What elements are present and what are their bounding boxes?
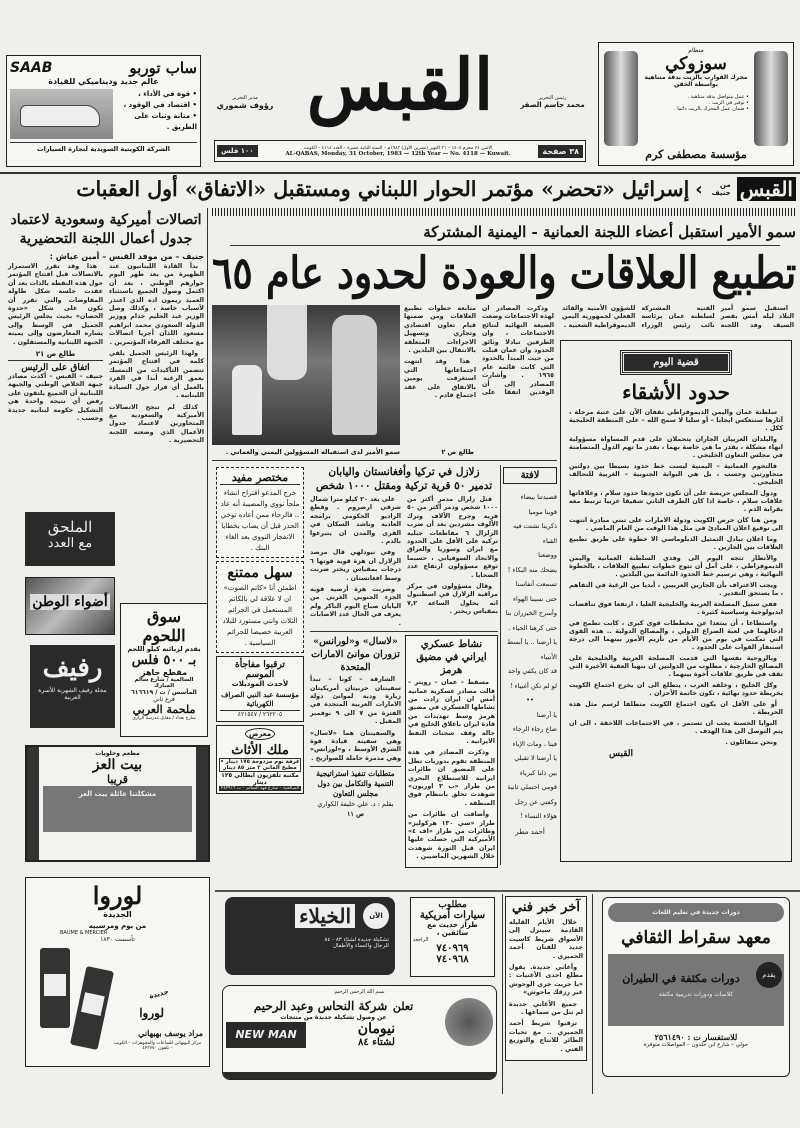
saab-bullet: • اقتصاد في الوقود ، — [123, 101, 197, 109]
hatch-rule — [212, 208, 796, 216]
ad-loroa: لوروا الجديدة من بوم ومرسييه BAUME & MERCIER تأسست ١٨٣٠ جديدة لوروا مراد يوسف بهبهاني مركز البهبهاني للساعات والمجوهرات – الكويت – تلفون ٤٢٣٧٧٠ — [25, 877, 210, 1067]
ad-adwaa: أضواء الوطن — [25, 577, 115, 635]
left-story-body: بدأ القادة اللبنانيون عند الظهيرة من بعد ظهر اليوم حوارهم الوطني ، بعد أن اكتمل وصول الجميع باستثناء العميد ريمون اده الذي اعتذر لأسباب خاصة ، وكذلك وصل الوزير عبد الحليم خدام ووزير الدولة السعودي محمد ابراهيم مسعود اللذان أجريا اتصالات مع مختلف الفرقاء المؤتمرين . ولهذا الرئيس الجميل يلقي كلمة في افتتاح المؤتمر تتضمن التأكيدات من التمسك بعمق الرغبة أبدا في الفرد بالعمل أي قرار حول السيادة اللبنانية . كذلك لم تنجح الاتصالات الأميركية والسعودية مع المتحاورين لاعتماد جدول الأعمال الذي وضعته اللجنة التحضيرية . — [109, 263, 204, 445]
suzuki-text: محرك القوارب بالزيت بدقة متناهية بواسطة الحقن — [644, 74, 748, 88]
editorial-signature: القبس — [609, 749, 633, 759]
art-news: آخر خبر فني خلال الأيام القليلة القادمة سينزل إلى الأسواق شريط كاسيت جديد للفنان أحمد الجميري . وأغاني جديدة. يقول مطلع احدى الأغنيات : «يا جريت جري الوحوش غير رزقك ماحوش» جميع الأغاني جديدة لم تنل من سماعها . ترقبوا شريط أحمد الجميري .. مع تحيات الطائر للانتاج والتوزيع الفني . — [505, 896, 587, 1061]
side-headline: اتفاق على الرئيس — [8, 360, 103, 373]
saab-brand: SAAB — [10, 60, 53, 76]
banner-headline — [4, 175, 796, 203]
ad-bait-alez: مطعم وحلويات بيت العز قريبا مشكلتنا عائلة بيت العز — [25, 745, 210, 862]
saab-tagline: عالم جديد وديناميكي للقيادة — [48, 77, 159, 86]
ad-season-surprise: ترقبوا مفاجأة الموسم لأحدث الموديلات مؤسسة عبد النبي الصراف الكهربائية ٢٦٢٢٠٥ / ٤٢١٥٤٧ — [216, 656, 304, 722]
managing-editor: مدير التحرير رؤوف شموري — [216, 95, 274, 110]
ad-meat-market: سوق اللحوم يقدم لزبائنه كيلو اللحم بـ ٥٠٠ فلس مقطع جاهز السالمية / شارع سالم المبارك المأسس / ت / ٦١٦٦١٩ فرع ثاني ملحمة العربي شارع بغداد / مقابل مدرسة الرازي — [120, 603, 208, 737]
ad-furniture: معرض ملك الأثاث غرفة نوم مزدوجة ١٧٥ دينار • مطبخ ألماني ٢ متر ٨٥ دينار مكتبة تلفزيون ايطالي ١٢٥ دينار الصالحية – شارع فهد السالم – ت ٢٤٢٩١٦ — [216, 725, 304, 794]
ad-cars-wanted: مطلوب سيارات أمريكية طراز حديث مع سائقين ، الراجعة ٧٤٠٩٦٩ ٧٤٠٩٦٨ — [410, 897, 495, 977]
ad-saab — [6, 55, 201, 167]
iran-story: نشاط عسكري ايراني في مضيق هرمز مسقط – عمان – رويتر – قالت مصادر عسكرية عمانية أمس ان ايران زادت من نشاطها العسكري في مضيق هرمز وسط تهديدات من قادة ايران باغلاق الخليج في حالة وقف شحنات النفط الايرانية . وذكرت المصادر في هذه المنطقة تقوم بدوريات تطل على المضيق ان طائرات ايرانية للاستطلاع البحري من طراز «ب ٣ اوريون» شوهدت تحلق بانتظام فوق المنطقة . وأضافت ان طائرات من طراز «سي ١٣٠ هركوليز» وطائرات من طراز «اف ٤» الأميركية التي حصلت عليها ايران قبل الثورة شوهدت خلال الشهرين الماضيين . — [405, 635, 498, 868]
ad-socrates-institute: دورات جديدة في تعليم اللغات معهد سقراط الثقافي يقدم دورات مكثفة في الطيران كلاسات ودورات تدريبية مكثفة للاستفسار ت : ٢٥٦١٤٩٠ حولي – شارع ابن خلدون – المواصلات متوفرة — [602, 897, 790, 1077]
left-story-headline: اتصالات أميركية وسعودية لاعتماد جدول أعمال اللجنة التحضيرية — [10, 212, 202, 247]
saab-bullet: • قوة في الأداء ، — [138, 90, 197, 98]
date-arabic: الاثنين ٢٤ محرم ١٤٠٤ – ٣١ اكتوبر (تشرين الأول) ١٩٨٣م – السنة الثانية عشرة – العدد ٤١١٨ – الكويت — [303, 145, 493, 151]
suzuki-bullet: • توفير في الزيت . — [708, 100, 749, 106]
gcc-jump[interactable]: ص ١١ — [346, 810, 365, 819]
poem-column: لافتة قصيدتنا بيضاء قوينا موميا ذكرينا نشتت فيه القباء ووضعنا يضحك منه البكاء ! تسمعت أنفاسنا حتى نسينا الهواء وأسرج الخيزران بنا حتى كرهنا الحياء . يا أرضنا .. يا أبسط الأنبياء قد كان يكفي واحد لو لم نكن أغبياء ! •• يا أرضنا ضاع رجاء الرجاء فينا ، ومات الإباء يا أرضنا لا تقبلي بين ذلنا كبرياء قومي احتملي ثانية وكفني عن رجل هؤلاء النساء ! أحمد مطر — [503, 467, 557, 836]
quake-headline: زلازل في تركيا وأفغانستان واليابان تدمير ٥٠ قرية تركية ومقتل ١٠٠٠ شخص — [315, 466, 493, 492]
quake-body: قتل زلزال مدمر أكثر من ١٠٠٠ شخص ودمر أكثر من ٥٠ قرية وجرح الآلاف وترك الآلوف مشردين بعد أن ضرب الزلزال ٦ مقاطعات جبلية تركية على الأقل على الحدود مع ايران وسوريا والعراق والاتحاد السوفياتي ، حسبما توقع مسؤولون ارتفاع عدد الضحايا . وقال مسؤولون في مركز مراقبة الزلازل في اسطنبول انه بحلول الساعة ٧,٢ بمقياس ريختر . على بعد ٢٠ كيلو مترا شمال شرقي ارضروم . وقطع الراديو الحكومي برامجه العادية وناشد السكان في القرى والمدن ان يتبرعوا بالدم . وفي نيودلهي قال مرصد الزلازل ان هزة قوية قوتها ٦ درجات بمقياس ريختر ضربت وسط افغانستان . وضربت هزة أرضية قوية الجزء الجنوبي الغربي من اليابان صباح اليوم الباكر ولم يعرف في الحال عدد الاصابات . — [310, 496, 498, 627]
editorial-title: حدود الأشقاء — [622, 380, 730, 404]
suzuki-company: مؤسسة مصطفى كرم — [645, 148, 747, 161]
left-story-jump[interactable]: طالع ص ٢١ — [35, 350, 76, 359]
brief-box: مختصر مفيد خرج المدعو اقتراح انشاء ملجأ نووي والمصيبة أنه عاد .. فالرجاء ممن أعاده توخي الحذر قبل أن يصاب بخطايا الانفجار النووي بعد الغاء البنك . — [216, 467, 304, 558]
lead-headline: تطبيع العلاقات والعودة لحدود عام ٦٥ — [211, 248, 796, 299]
outboard-motor-image — [754, 51, 788, 146]
saab-bullet: • متانة وثبات على الطريق . — [134, 112, 197, 131]
lead-body: وذكرت المصادر ان لهذه الاجتماعات وضعت الصيغة النهائية لنتائج الاجتماعات ، وان الطرفين تبادلا وثائق الحدود وان عمان قبلت من حيث المبدأ بالحدود التي كانت قائمة عام ١٩٦٥ . وأشارت المصادر إلى أن الوفدين اتفقا على متابعة خطوات تطبيع العلاقات ومن ضمنها قيام تعاون اقتصادي وتجاري وتسهيل الاجراءات المتعلقة بالانتقال بين البلدين . هذا وقد انتهت اجتماعاتها التي استغرقت يومين بالاتفاق على عقد اجتماع قادم . — [404, 305, 554, 400]
editor-in-chief: رئيس التحرير محمد جاسم الصقر — [520, 95, 585, 109]
poem-title: لافتة — [503, 467, 557, 484]
ad-rafeef: رفيف مجلة رفيف الشهرية للأسرة العربية — [30, 645, 115, 728]
page-count: ٣٨ صفحة — [538, 145, 583, 158]
saab-title: ساب توربو — [129, 59, 197, 77]
lead-subhead: سمو الأمير استقبل أعضاء اللجنة العمانية - اليمنية المشتركة — [423, 223, 796, 241]
lasalle-body: الشارقة – كونا – تبدأ سفينتان حربيتان أمريكيتان زيارة ودية لموانئ دولة الامارات العربية المتحدة في الفترة من ٧ الى ٩ نوفمبر المقبل . والسفينتان هما «لاسال» وهي سفينة قيادة قوة الشرق الأوسط ، و«لورانس» وهي مدمرة حاملة للصواريخ . — [310, 676, 401, 762]
editorial-section: قضية اليوم — [621, 351, 731, 374]
date-english: AL-QABAS, Monday, 31 October, 1983 — 12th Year — No. 4118 — Kuwait. — [285, 150, 511, 157]
poem-author: أحمد مطر — [515, 827, 545, 836]
banner-text: إسرائيل «تحضر» مؤتمر الحوار اللبناني ومستقبل «الاتفاق» أول العقبات — [76, 177, 690, 201]
easy-box: سهل ممتنع اطمئن أنا «كاتم الصوت» ان لا علاقة لي بالكاتم المستعمل في الجرائم الثلاث وانني مستورد للبلاد العربية خصيصا للجرائم السياسية . — [216, 561, 304, 653]
banner-from: من جنيف — [711, 181, 731, 197]
chevron-icon: › — [695, 178, 703, 200]
watch-image — [40, 948, 70, 1028]
lead-body-top: استقبل سمو أمير البلاد ليلة أمس بقصر السيف وفد اللجنة الفنية المشتركة لسلطنة عمان برئاسة نائب رئيس الوزراء للشؤون الأمنية والقائد الفعلي لجمهورية اليمن الديموقراطية الشعبية . — [562, 305, 794, 329]
editorial-column: قضية اليوم حدود الأشقاء سلطنة عمان واليمن الديموقراطي تقفان الآن على عتبة مرحلة ، آثارها ستنعكس ايجابا – أو سلبا لا سمح الله – على المنطقة الخليجية ككل . والبلدان العربيان الجاران يتحملان على قدم المساواة مسؤولية انهاء مشكلة ، بقدر ما هي خاصة بهما ، بقدر ما تهم الدول المتضامنة في مجلس التعاون الخليجي . فالتخوم العمانية – اليمنية ليست خط حدود بسيطا بين دولتين متجاورتين وحسب ، بل هي البوابة الجنوبية – الغربية للتحالف الخليجي . ودول المجلس حريصة على أن تكون حدودها حدود سلام ، وعلاقاتها علاقات سلام ، خاصة اذا كان الطرف الثاني شقيقا عربيا ترتبط معه بقرابة الدم . ومن هنا كان حرص الكويت ودولة الامارات على تبني مبادرة انتهت الى توقيع اعلان المبادئ في مثل هذا الوقت من العام الماضي . وما اعلان تبادل التمثيل الدبلوماسي الا خطوة على طريق تطبيع العلاقات بين الجارين . والأنظار تتجه اليوم الى وفدي السلطنة العمانية واليمن الديموقراطي ، على أمل أن تتوج خطوات تطبيع العلاقات ، بالخطوة النهائية ، وهي ترسيم خط الحدود الدائمة بين البلدين . ويجب الاعتراف بأن الجارين العربيين ، أبديا من الرغبة في التفاهم ، ما يستحق التقدير . ففي سبيل المصلحة العربية والخليجية العليا ، ارتفعا فوق تناقضات ايديولوجية وسياسية كثيرة . واستطاعا ، أن يبتعدا عن مخططات قوى كبرى ، كانت تطمح في ادخالهما في لعبة الصراع الدولي ، والمصالح الدولية .. هذه القوى التي تمكنت في يوم من الأيام من تأزيم الأمور بينهما الى درجة استنفار القوات على الحدود . وبالروحية نفسها التي قدمت المصلحة العربية والخليجية على المصالح الخارجية ، مطلوب من الدولتين ان ينهيا العقبة الأخيرة التي تقف في طريق علاقات أخوة بينهما . وكل الخليج ، وخلفه العرب ، يتطلع الى ان يخرج اجتماع الكويت بخريطة حدود نهائية ، تكون خاتمة الأحزان . أو على الأقل ان يكون اجتماع الكويت منطلقا لرسم مثل هذه الخريطة . النوايا الحسنة يجب ان تستمر ، في الاجتماعات اللاحقة ، الى ان يتم التوصل الى هذا الهدف . ونحن متفائلون . القبس — [560, 340, 792, 862]
suzuki-bullet: • ضمان عمل المحرك بالزيت دائما . — [674, 106, 749, 112]
newman-logo: NEW MAN — [226, 1022, 306, 1048]
lead-photo — [212, 305, 400, 445]
left-story-dateline: جنيف – من موفد القبس – أمين عياش : — [49, 252, 204, 261]
lead-jump[interactable]: طالع ص ٢ — [441, 448, 474, 456]
outboard-motor-image — [604, 51, 638, 146]
banner-kicker: القبس — [737, 177, 796, 201]
watch-image — [70, 966, 114, 1050]
saab-footer: الشركة الكويتية السويدية لتجارة السيارات — [10, 142, 197, 153]
dateline-bar — [214, 140, 586, 162]
photo-caption: سمو الأمير لدى استقباله المسؤولين اليمني والعماني . — [225, 448, 400, 456]
suzuki-pretitle: منظام — [688, 47, 704, 54]
gcc-article: متطلبات تنفيذ استراتيجية التنمية والتكامل بين دول مجلس التعاون بقلم : د. علي خليفة الكواري ص ١١ — [310, 766, 401, 819]
left-story-body-continued: هذا وقد تقرر الاستمرار بالاتصالات قبل افتتاح المؤتمر حول هذه النقطة بالذات بعد أن عقدت جلسة شكل طاولة المفاوضات والتي تقرر أن تكون على شكل «حدوة الحصان» بحيث يجلس الرئيس الجميل في الوسط وإلى يساره المعارضون وإلى يمينه الجبهة اللبنانية والمستقلون . — [8, 263, 103, 346]
lasalle-headline: «لاسال» و«لورانس» تزوران موانئ الامارات المتحدة — [311, 636, 400, 674]
suzuki-title: سوزوكي — [665, 54, 727, 74]
suzuki-bullet: • عمل متواصل بدقة متناهية . — [687, 94, 749, 100]
price: ١٠٠ فلس — [217, 145, 258, 157]
model-photo — [445, 998, 493, 1046]
newspaper-logo: القبس — [306, 43, 494, 126]
side-text: جنيف – القبس – أكدت مصادر جبهة الخلاص الوطني والجبهة اللبنانية أن الجميع يلتقون على رفض أي نتيجة واحدة هي التشكيل حكومة لبنانية جديدة وحسب . — [8, 373, 103, 423]
ad-suzuki — [598, 42, 794, 166]
ad-nahhas: بسم الله الرحمن الرحيم تعلن شركة النحاس وعبد الرحيم عن وصول تشكيلة جديدة من منتجات نيومان لشتاء ٨٤ NEW MAN — [222, 985, 497, 1080]
ad-supplement: الملحق مع العدد — [25, 512, 115, 566]
ad-khuyala: الآن الخيلاء تشكيلة جديدة لشتاء ٨٣ - ٨٤ للرجال والنساء والأطفال — [225, 897, 395, 975]
car-image — [10, 89, 113, 139]
